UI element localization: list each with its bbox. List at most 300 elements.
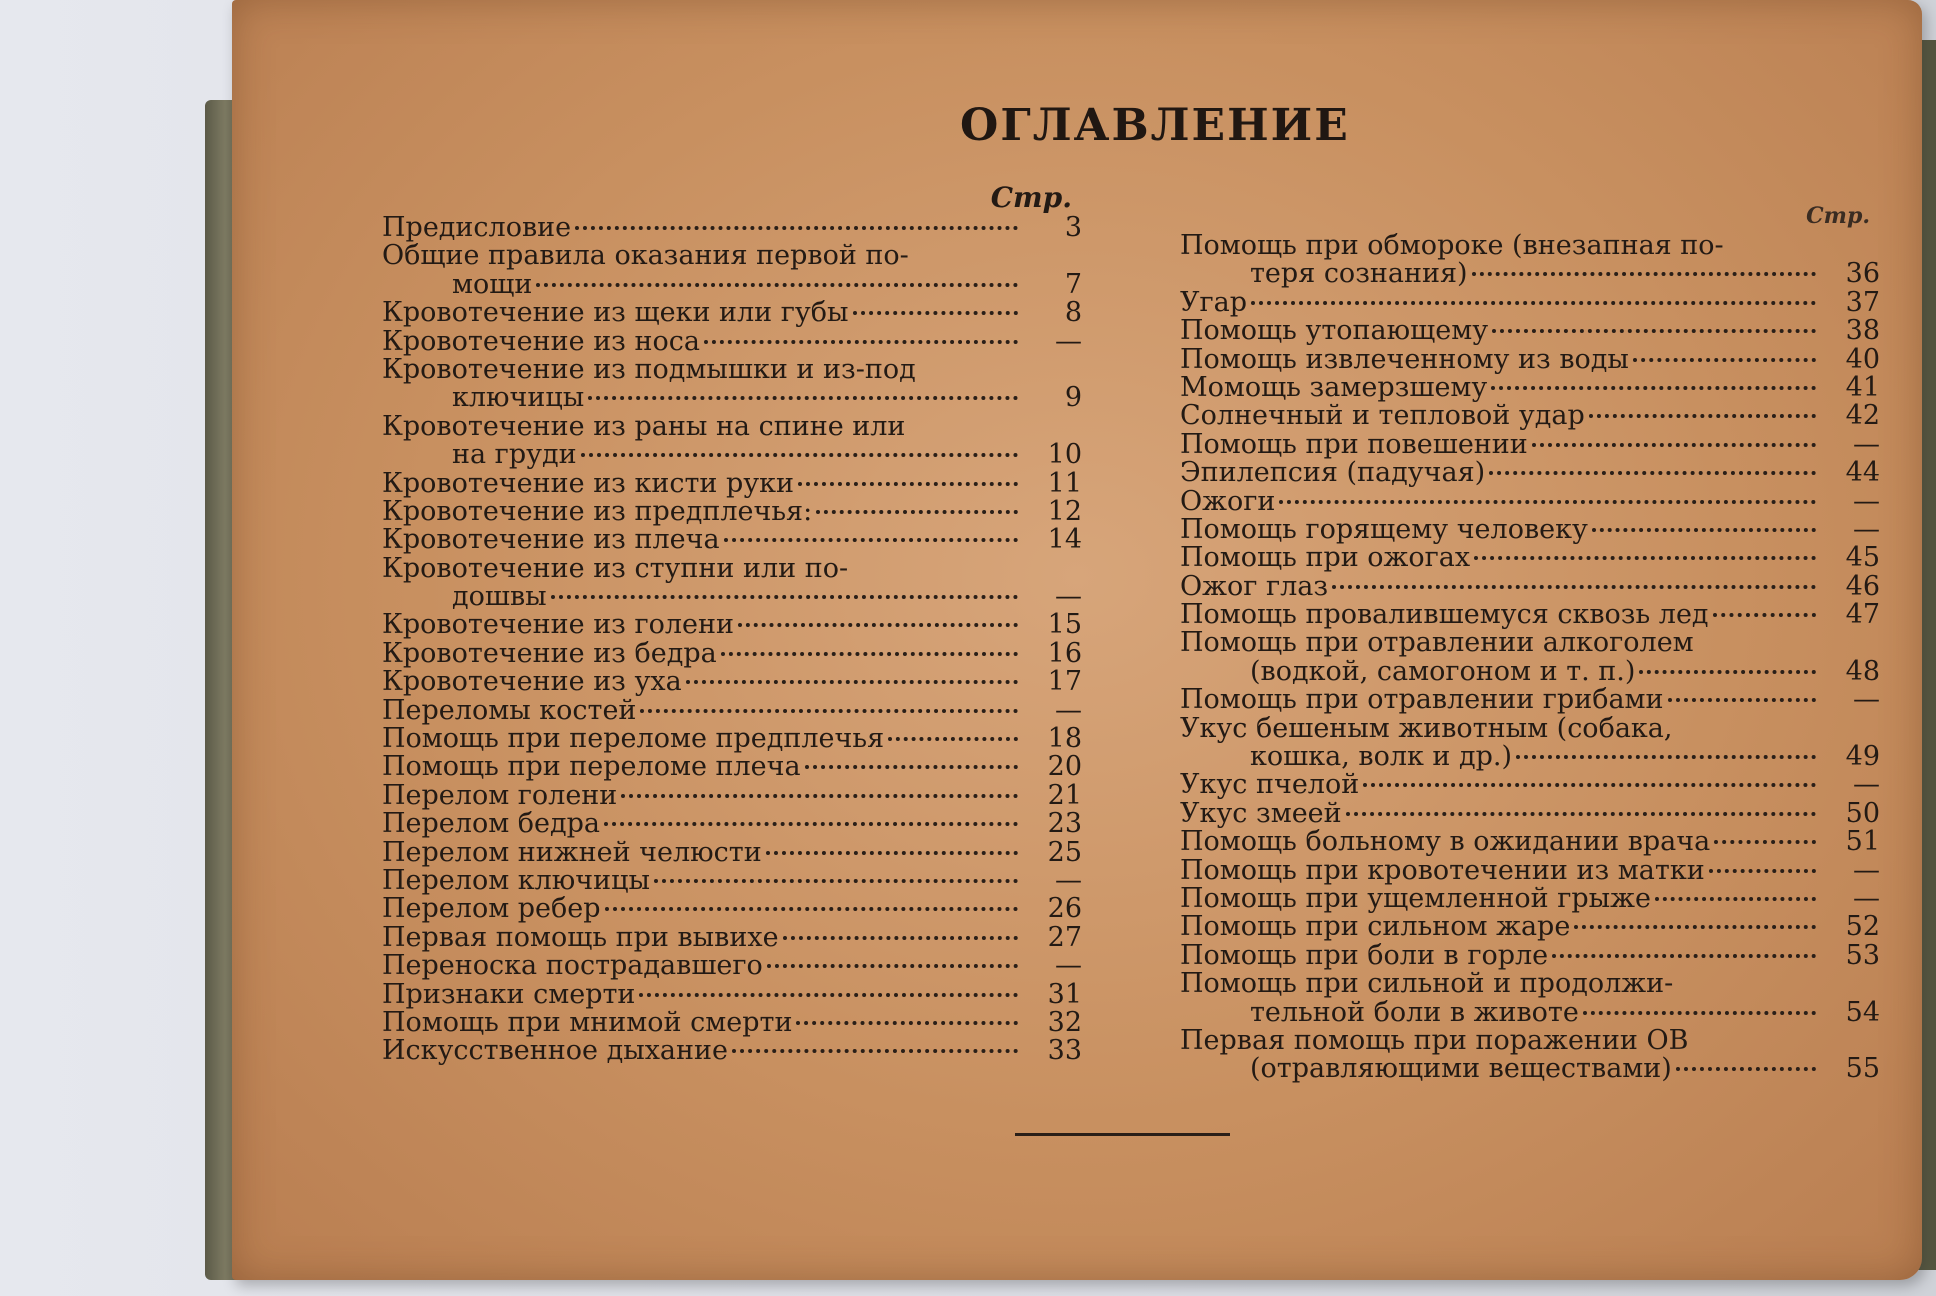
toc-entry-text (1180, 715, 1820, 772)
toc-entry-text (382, 328, 1022, 356)
toc-entry (382, 810, 1082, 838)
toc-page-number: 20 (1047, 751, 1082, 783)
toc-entry-line (382, 640, 1022, 668)
toc-page-number: 50 (1845, 797, 1880, 829)
toc-entry-title: Перелом ребер (382, 895, 601, 924)
toc-entry (1180, 882, 1880, 914)
toc-entry-title: Помощь при переломе предплечья (382, 725, 885, 754)
toc-entry-title: теря сознания) (1250, 260, 1468, 289)
toc-page-number: 8 (1064, 297, 1082, 329)
toc-page-number: 12 (1047, 495, 1082, 527)
toc-entry-line (1180, 913, 1820, 941)
toc-entry-text (382, 895, 1022, 923)
toc-entry-title: на груди (452, 441, 577, 470)
toc-entry-title: Кровотечение из раны на спине или (382, 412, 906, 442)
toc-entry-title: кошка, волк и др.) (1250, 743, 1513, 772)
toc-entry (382, 1037, 1082, 1065)
toc-column-right (1180, 200, 1880, 1084)
toc-entry-title: Перелом бедра (382, 810, 601, 839)
toc-page-number: 11 (1047, 467, 1082, 499)
toc-entry-line (382, 753, 1022, 781)
toc-page-number: 55 (1845, 1053, 1880, 1085)
toc-entry-title: Помощь при сильном жаре (1180, 913, 1571, 942)
toc-entry-title: Кровотечение из голени (382, 611, 735, 640)
toc-entry-line (1180, 573, 1820, 601)
toc-entry-text (1180, 232, 1820, 289)
dot-leader (1532, 443, 1816, 447)
toc-entry-line (1180, 970, 1820, 998)
toc-entry-title: Перелом голени (382, 781, 618, 811)
toc-entry-text (1180, 771, 1820, 799)
toc-list-right (1180, 232, 1880, 1084)
toc-entry-line (1180, 743, 1820, 771)
toc-entry-title: Помощь при переломе плеча (382, 753, 801, 782)
toc-page-number: 48 (1845, 655, 1880, 687)
toc-page-number: 32 (1047, 1006, 1082, 1038)
toc-entry-text (1180, 828, 1820, 856)
page-column-label: Стр. (990, 181, 1072, 214)
toc-entry-line (382, 214, 1022, 242)
toc-entry-text (1180, 374, 1820, 402)
toc-page-number: — (1055, 581, 1082, 613)
toc-entry-title: Кровотечение из щеки или губы (382, 299, 849, 328)
toc-entry-title: Перелом ключицы (382, 866, 651, 896)
toc-page-number: 10 (1047, 439, 1082, 471)
toc-entry-text (1180, 544, 1820, 572)
dot-leader (796, 1021, 1018, 1025)
toc-entry-title: Кровотечение из плеча (382, 526, 720, 555)
toc-page-number: 37 (1845, 286, 1880, 318)
toc-entry-text (1180, 601, 1820, 629)
toc-entry-text (382, 725, 1022, 753)
toc-entry (1180, 570, 1880, 602)
toc-entry-line (1180, 686, 1820, 714)
toc-entry (1180, 939, 1880, 971)
toc-entry-line (1180, 629, 1820, 657)
toc-entry (382, 921, 1082, 953)
dot-leader (1583, 1011, 1816, 1015)
toc-entry (382, 526, 1082, 554)
toc-entry-line (1180, 857, 1820, 885)
dot-leader (732, 1049, 1018, 1053)
toc-entry-text (382, 299, 1022, 327)
toc-entry-line (1180, 771, 1820, 799)
toc-entry-text (382, 526, 1022, 554)
toc-entry (382, 978, 1082, 1010)
toc-entry (382, 325, 1082, 357)
toc-entry (1180, 402, 1880, 430)
dot-leader (1251, 301, 1816, 305)
dot-leader (604, 822, 1018, 826)
toc-entry-line (382, 782, 1022, 810)
toc-entry-line (1180, 317, 1820, 345)
toc-entry-text (1180, 913, 1820, 941)
toc-entry-text (382, 867, 1022, 895)
toc-entry-title: Перелом нижней челюсти (382, 838, 762, 867)
toc-entry-line (382, 1009, 1022, 1037)
toc-entry-text (1180, 488, 1820, 516)
toc-entry-line (1180, 544, 1820, 572)
dot-leader (639, 993, 1018, 997)
toc-entry-line (1180, 374, 1820, 402)
toc-entry-text (382, 242, 1022, 299)
toc-entry-title: Ожоги (1180, 487, 1276, 516)
toc-page-number: 45 (1845, 542, 1880, 574)
toc-entry (382, 611, 1082, 639)
dot-leader (536, 283, 1018, 287)
toc-entry-title: Помощь при отравлении алкоголем (1180, 629, 1694, 658)
toc-page-number: 21 (1047, 779, 1082, 811)
toc-entry-line (1180, 459, 1820, 487)
page-title: ОГЛАВЛЕНИЕ (960, 100, 1350, 151)
toc-entry (382, 1006, 1082, 1038)
toc-entry-line (382, 328, 1022, 356)
toc-entry-line (382, 668, 1022, 696)
toc-page-number: 16 (1047, 637, 1082, 669)
toc-entry (1180, 428, 1880, 460)
toc-entry-line (382, 441, 1022, 469)
toc-entry-line (1180, 289, 1820, 317)
toc-entry (1180, 343, 1880, 375)
toc-entry-title: Общие правила оказания первой по- (382, 242, 909, 271)
dot-leader (1713, 613, 1816, 617)
toc-entry-line (382, 384, 1022, 412)
dot-leader (1492, 329, 1816, 333)
toc-entry-title: Угар (1180, 288, 1248, 318)
toc-entry-line (1180, 1055, 1820, 1083)
dot-leader (1332, 585, 1816, 589)
toc-page-number: 15 (1047, 609, 1082, 641)
toc-page-number: 38 (1845, 315, 1880, 347)
toc-page-number: 23 (1047, 808, 1082, 840)
dot-leader (888, 737, 1018, 741)
toc-entry-line (382, 867, 1022, 895)
toc-page-number: 49 (1845, 741, 1880, 773)
toc-entry-text (1180, 857, 1820, 885)
dot-leader (581, 453, 1018, 457)
toc-entry-title: Помощь при мнимой смерти (382, 1008, 793, 1038)
toc-entry (1180, 544, 1880, 572)
toc-entry-line (1180, 999, 1820, 1027)
toc-entry-line (382, 839, 1022, 867)
dot-leader (1346, 812, 1816, 816)
toc-entry-text (1180, 800, 1820, 828)
toc-entry (382, 214, 1082, 242)
toc-page-number: — (1853, 684, 1880, 716)
dot-leader (1655, 897, 1816, 901)
toc-entry-title: Помощь больному в ожидании врача (1180, 828, 1711, 857)
toc-entry-text (382, 668, 1022, 696)
toc-entry (1180, 317, 1880, 345)
toc-entry-title: Помощь при ущемленной грыже (1180, 884, 1651, 914)
toc-entry-line (382, 470, 1022, 498)
toc-entry-title: ключицы (452, 384, 585, 413)
toc-entry-title: Искусственное дыхание (382, 1037, 729, 1066)
toc-page-number: 46 (1845, 570, 1880, 602)
toc-page-number: 18 (1047, 723, 1082, 755)
toc-entry-title: Кровотечение из ступни или по- (382, 554, 849, 584)
toc-entry-text (1180, 1027, 1820, 1084)
toc-entry (382, 356, 1082, 413)
toc-entry-line (1180, 1027, 1820, 1055)
toc-page-number: 53 (1845, 939, 1880, 971)
toc-page-number: 25 (1047, 836, 1082, 868)
toc-entry (1180, 513, 1880, 545)
dot-leader (1633, 358, 1816, 362)
toc-entry-line (382, 924, 1022, 952)
toc-entry (382, 952, 1082, 980)
toc-entry (382, 299, 1082, 327)
toc-column-left (382, 182, 1082, 1066)
toc-entry (382, 242, 1082, 299)
toc-page-number: 31 (1047, 978, 1082, 1010)
toc-entry-title: Помощь при ожогах (1180, 544, 1471, 573)
toc-entry-title: Первая помощь при вывихе (382, 923, 779, 953)
toc-entry (382, 555, 1082, 612)
toc-entry-title: (отравляющими веществами) (1250, 1055, 1672, 1084)
dot-leader (1363, 783, 1816, 787)
toc-entry-title: (водкой, самогоном и т. п.) (1250, 657, 1636, 687)
toc-entry-title: Помощь при повешении (1180, 430, 1528, 460)
toc-entry (382, 467, 1082, 499)
toc-page-number: 47 (1845, 599, 1880, 631)
toc-entry-title: Кровотечение из бедра (382, 639, 717, 669)
dot-leader (853, 311, 1018, 315)
toc-entry-line (1180, 715, 1820, 743)
dot-leader (588, 396, 1018, 400)
toc-entry-line (382, 498, 1022, 526)
toc-entry-line (1180, 260, 1820, 288)
toc-entry-text (1180, 573, 1820, 601)
toc-entry-text (382, 413, 1022, 470)
toc-page-number: — (1853, 428, 1880, 460)
toc-entry-title: Кровотечение из предплечья: (382, 497, 813, 527)
toc-entry-title: Переломы костей (382, 696, 637, 726)
toc-entry (382, 779, 1082, 811)
toc-entry-line (1180, 402, 1820, 430)
dot-leader (1676, 1067, 1816, 1071)
toc-page-number: 44 (1845, 457, 1880, 489)
toc-entry-title: Помощь провалившемуся сквозь лед (1180, 601, 1709, 630)
dot-leader (721, 652, 1018, 656)
toc-entry-text (1180, 402, 1820, 430)
toc-entry (1180, 629, 1880, 686)
toc-page-number: 7 (1064, 268, 1082, 300)
toc-page-number: — (1055, 864, 1082, 896)
toc-page-number: — (1853, 882, 1880, 914)
toc-entry (1180, 828, 1880, 856)
toc-entry-line (1180, 488, 1820, 516)
toc-entry-text (1180, 970, 1820, 1027)
toc-entry-title: дошвы (452, 583, 547, 612)
toc-entry-line (382, 299, 1022, 327)
dot-leader (686, 680, 1018, 684)
toc-entry-line (382, 413, 1022, 441)
toc-entry-line (1180, 828, 1820, 856)
dot-leader (1668, 698, 1816, 702)
toc-page-number: — (1055, 950, 1082, 982)
toc-page-number: 26 (1047, 893, 1082, 925)
toc-page-number: 40 (1845, 343, 1880, 375)
toc-entry-line (382, 271, 1022, 299)
toc-page-number: 51 (1845, 826, 1880, 858)
toc-entry-title: Солнечный и тепловой удар (1180, 402, 1585, 431)
toc-entry-line (382, 952, 1022, 980)
toc-entry (382, 694, 1082, 726)
toc-page-number: 9 (1064, 382, 1082, 414)
toc-entry-title: Эпилепсия (падучая) (1180, 459, 1486, 488)
toc-entry-text (382, 1009, 1022, 1037)
dot-leader (1474, 556, 1816, 560)
toc-page-number: — (1055, 694, 1082, 726)
toc-entry-line (382, 611, 1022, 639)
toc-entry (382, 753, 1082, 781)
dot-leader (1516, 755, 1816, 759)
toc-entry-text (382, 611, 1022, 639)
toc-entry-line (382, 810, 1022, 838)
toc-entry (1180, 1027, 1880, 1084)
toc-entry-line (382, 242, 1022, 270)
dot-leader (575, 226, 1018, 230)
toc-entry (382, 895, 1082, 923)
dot-leader (783, 936, 1018, 940)
toc-entry-text (382, 697, 1022, 725)
page-column-label: Стр. (1806, 203, 1870, 229)
dot-leader (738, 623, 1018, 627)
toc-entry-title: мощи (452, 270, 533, 300)
toc-entry-text (1180, 317, 1820, 345)
toc-page-number: 27 (1047, 921, 1082, 953)
toc-entry-text (1180, 942, 1820, 970)
toc-entry (382, 413, 1082, 470)
toc-page-number: 36 (1845, 258, 1880, 290)
dot-leader (805, 765, 1018, 769)
toc-entry-text (382, 470, 1022, 498)
toc-entry (1180, 485, 1880, 517)
dot-leader (605, 907, 1018, 911)
dot-leader (1489, 471, 1816, 475)
toc-entry-text (382, 753, 1022, 781)
toc-page-number: 3 (1064, 212, 1082, 243)
toc-page-number: — (1853, 485, 1880, 517)
toc-page-number: — (1853, 513, 1880, 545)
toc-entry-title: Помощь при обмороке (внезапная по- (1180, 232, 1724, 261)
toc-entry-text (382, 498, 1022, 526)
toc-page-number: 42 (1845, 400, 1880, 432)
toc-entry-title: тельной боли в животе (1250, 998, 1579, 1027)
toc-entry-line (382, 1037, 1022, 1065)
toc-entry-line (1180, 516, 1820, 544)
dot-leader (1592, 528, 1816, 532)
dot-leader (1714, 840, 1816, 844)
toc-entry (1180, 601, 1880, 629)
toc-entry-text (1180, 629, 1820, 686)
toc-entry-title: Помощь при сильной и продолжи- (1180, 970, 1674, 999)
toc-entry (1180, 913, 1880, 941)
toc-entry-text (382, 952, 1022, 980)
toc-entry (382, 836, 1082, 868)
toc-entry-line (382, 725, 1022, 753)
toc-page-number: — (1055, 325, 1082, 357)
toc-entry-text (382, 640, 1022, 668)
toc-entry-text (382, 1037, 1022, 1065)
dot-leader (621, 794, 1018, 798)
dot-leader (654, 879, 1018, 883)
dot-leader (1639, 670, 1816, 674)
toc-entry-line (1180, 346, 1820, 374)
toc-entry-title: Предисловие (382, 214, 572, 243)
toc-page-number: 52 (1845, 911, 1880, 943)
toc-entry-line (1180, 658, 1820, 686)
toc-entry-title: Первая помощь при поражении ОВ (1180, 1026, 1689, 1056)
toc-entry-text (1180, 516, 1820, 544)
horizontal-rule (1015, 1133, 1230, 1136)
toc-entry (1180, 286, 1880, 318)
toc-entry-text (382, 981, 1022, 1009)
toc-entry-line (382, 697, 1022, 725)
dot-leader (1574, 925, 1816, 929)
toc-page-number: — (1853, 854, 1880, 886)
toc-entry-line (382, 526, 1022, 554)
toc-entry-text (1180, 346, 1820, 374)
toc-entry-line (1180, 601, 1820, 629)
toc-entry-line (1180, 942, 1820, 970)
toc-entry-line (1180, 431, 1820, 459)
toc-entry (1180, 970, 1880, 1027)
toc-entry-text (1180, 459, 1820, 487)
toc-entry-line (1180, 885, 1820, 913)
toc-entry-title: Помощь извлеченному из воды (1180, 345, 1629, 374)
toc-entry-text (382, 356, 1022, 413)
dot-leader (1552, 954, 1816, 958)
toc-entry-title: Кровотечение из носа (382, 327, 700, 356)
toc-entry-text (382, 924, 1022, 952)
toc-page-number: 33 (1047, 1035, 1082, 1067)
dot-leader (1589, 414, 1816, 418)
toc-page-number: — (1853, 769, 1880, 801)
toc-entry-line (382, 583, 1022, 611)
toc-entry-text (382, 839, 1022, 867)
toc-entry (1180, 371, 1880, 403)
toc-entry-title: Помощь при боли в горле (1180, 941, 1549, 971)
toc-entry-title: Укус бешеным животным (собака, (1180, 714, 1673, 744)
toc-page-number: 54 (1845, 996, 1880, 1028)
toc-entry-title: Момощь замерзшему (1180, 373, 1488, 403)
toc-entry-line (1180, 800, 1820, 828)
toc-entry-title: Кровотечение из кисти руки (382, 469, 795, 498)
dot-leader (1709, 869, 1816, 873)
dot-leader (724, 538, 1018, 542)
toc-entry-text (382, 214, 1022, 242)
toc-entry-text (382, 782, 1022, 810)
dot-leader (704, 340, 1018, 344)
dot-leader (816, 510, 1018, 514)
toc-entry (1180, 715, 1880, 772)
toc-page-number: 41 (1845, 371, 1880, 403)
toc-entry-title: Помощь горящему человеку (1180, 515, 1588, 545)
toc-entry (1180, 797, 1880, 829)
toc-entry-text (1180, 289, 1820, 317)
dot-leader (640, 709, 1018, 713)
dot-leader (766, 851, 1018, 855)
toc-entry-text (1180, 885, 1820, 913)
toc-entry (1180, 232, 1880, 289)
toc-entry-title: Признаки смерти (382, 980, 636, 1009)
toc-entry-title: Ожог глаз (1180, 572, 1329, 602)
toc-entry (382, 637, 1082, 669)
toc-entry-line (382, 555, 1022, 583)
dot-leader (798, 482, 1018, 486)
